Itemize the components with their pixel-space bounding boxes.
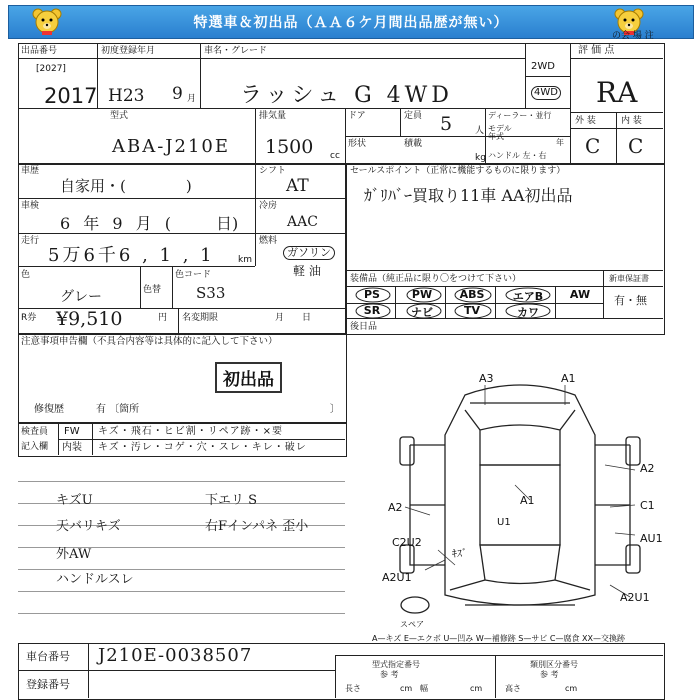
month-value: 9 — [172, 84, 183, 104]
mark-u1: U1 — [497, 517, 511, 528]
remark-4: ハンドルスレ — [56, 572, 134, 587]
exterior-value: C — [585, 134, 601, 158]
title-banner — [8, 5, 694, 39]
load-unit: kg — [475, 153, 486, 163]
remark-5: 下エリ S — [205, 493, 258, 508]
handle-label: ハンドル 左・右 — [488, 151, 547, 160]
repair-close: 〕 — [330, 404, 340, 415]
cm-label-1: cm — [400, 684, 413, 693]
model-label: モデル — [488, 124, 512, 133]
mark-a2-left: A2 — [388, 501, 403, 514]
mileage-label: 走行 — [21, 236, 40, 246]
repair-value: 有 〔箇所 — [96, 404, 140, 415]
ac-label: 冷房 — [259, 201, 278, 211]
ref-label-2: 参 考 — [540, 670, 559, 679]
shape-label: 形状 — [348, 139, 367, 149]
spare-label: スペア — [400, 620, 424, 629]
year-era: H23 — [108, 86, 145, 106]
name-label: 車名・グレード — [204, 46, 268, 56]
height-label: 高さ — [505, 684, 521, 693]
handle-year: 年 — [556, 138, 564, 147]
interior-label: 内 装 — [621, 116, 642, 126]
mark-a1-mid: A1 — [520, 494, 535, 507]
length-label: 長さ — [345, 684, 361, 693]
aftermarket-label: 後日品 — [350, 322, 378, 332]
model-box-label: 型式指定番号 — [372, 660, 420, 669]
capacity-unit: 人 — [475, 126, 485, 136]
model-year-label: 年式 — [488, 132, 504, 141]
history-value: 自家用・( ) — [60, 177, 192, 195]
mark-a2u1-right: A2U1 — [620, 591, 650, 604]
equip-navi: ナビ — [411, 306, 433, 319]
banner-title: 特選車＆初出品（ＡＡ６ケ月間出品歴が無い） — [193, 15, 509, 31]
category-label: 類別区分番号 — [530, 660, 578, 669]
cm-label-3: cm — [565, 684, 578, 693]
year-western: 2017 — [44, 84, 98, 108]
mark-a1-top: A1 — [561, 372, 576, 385]
type-value: ABA-J210E — [112, 136, 231, 157]
equip-pw: PW — [411, 288, 433, 301]
drive-4wd: 4WD — [531, 86, 561, 100]
repair-label: 修復歴 — [34, 404, 64, 415]
ref-label-1: 参 考 — [380, 670, 399, 679]
shift-label: シフト — [259, 166, 287, 176]
equip-aw: AW — [569, 288, 591, 301]
inspector-interior: 内装 — [62, 442, 82, 453]
color-value: グレー — [60, 289, 102, 305]
equip-tv: TV — [463, 304, 481, 317]
sales-text: ｶﾞﾘﾊﾞｰ買取り11車 AA初出品 — [364, 186, 573, 205]
color-code-value: S33 — [196, 284, 226, 302]
dealer-label: ディーラー・並行 — [488, 111, 552, 120]
disp-value: 1500 — [265, 136, 314, 158]
equip-airbag: エアB — [512, 290, 544, 303]
cm-label-2: cm — [470, 684, 483, 693]
interior-value: C — [628, 134, 644, 158]
color-label: 色 — [21, 270, 31, 280]
mark-a2u1-left: A2U1 — [382, 571, 412, 584]
rename-label: 名変期限 — [182, 313, 219, 323]
remark-6: 右Fインパネ 歪小 — [205, 519, 309, 534]
lot-number: [2027] — [36, 64, 66, 74]
remark-1: キズU — [56, 493, 93, 508]
inspection-label: 車検 — [21, 201, 40, 211]
vehicle-name: ラッシュ G 4WD — [240, 83, 453, 108]
notes-label: 注意事項申告欄（不具合内容等は具体的に記入して下さい） — [21, 336, 278, 347]
mileage-unit: km — [238, 255, 252, 265]
sales-label: セールスポイント（正常に機能するものに限ります） — [350, 166, 566, 176]
year-label: 初度登録年月 — [101, 46, 156, 56]
color-code-label: 色コード — [175, 270, 212, 280]
fuel-diesel: 軽 油 — [293, 264, 321, 278]
damage-legend: A—キズ E—エクボ U—凹み W—補修跡 S—サビ C—腐食 XX—交換跡 — [372, 634, 626, 643]
width-label: 幅 — [420, 684, 428, 693]
mark-au1: AU1 — [640, 532, 663, 545]
disp-label: 排気量 — [259, 111, 287, 121]
recycle-unit: 円 — [158, 313, 168, 323]
equip-abs: ABS — [459, 288, 485, 301]
mark-a3: A3 — [479, 372, 494, 385]
mark-c2u2: C2U2 — [392, 536, 422, 549]
mark-scratch: ｷｽﾞ — [452, 549, 467, 560]
color-tone-label: 色替 — [143, 285, 162, 295]
rename-unit: 月 日 — [275, 313, 312, 323]
equip-leather: カワ — [517, 306, 539, 319]
remark-2: 天バリキズ — [56, 519, 121, 534]
mileage-value: 5万6千6 , 1 , 1 — [48, 245, 215, 266]
history-label: 車歴 — [21, 166, 40, 176]
shift-value: AT — [286, 176, 309, 196]
mark-c1: C1 — [640, 499, 655, 512]
type-label: 型式 — [110, 111, 129, 121]
chassis-label: 車台番号 — [26, 650, 70, 663]
reg-label: 登録番号 — [26, 678, 70, 691]
chassis-value: J210E-0038507 — [98, 645, 253, 666]
venue-label: の会 場 注 — [612, 31, 654, 41]
door-label: ドア — [348, 111, 366, 121]
new-car-label: 新車保証書 — [609, 274, 649, 283]
mark-a2-right: A2 — [640, 462, 655, 475]
fuel-label: 燃料 — [259, 236, 278, 246]
inspector-label-2: 記入欄 — [21, 442, 49, 452]
disp-unit: cc — [330, 151, 340, 161]
inspector-fw: FW — [64, 426, 80, 437]
new-car-value: 有・無 — [614, 294, 647, 307]
drive-2wd: 2WD — [531, 61, 555, 72]
remark-3: 外AW — [56, 547, 92, 562]
month-unit: 月 — [187, 94, 197, 104]
capacity-value: 5 — [440, 113, 453, 135]
inspector-row1: キズ・飛石・ヒビ割・リペア跡・×要 — [98, 426, 283, 437]
ac-value: AAC — [287, 214, 318, 230]
equip-ps: PS — [364, 288, 380, 301]
exterior-label: 外 装 — [575, 116, 596, 126]
recycle-label: R券 — [21, 313, 37, 323]
equipment-label: 装備品（純正品に限り〇をつけて下さい） — [350, 274, 522, 284]
first-listing-stamp: 初出品 — [215, 362, 282, 393]
lot-label: 出品番号 — [21, 46, 58, 56]
fuel-gas: ガソリン — [283, 246, 335, 260]
inspector-row2: キズ・汚レ・コゲ・穴・スレ・キレ・破レ — [98, 442, 307, 453]
recycle-value: ¥9,510 — [56, 308, 123, 330]
inspector-label-1: 検査員 — [21, 427, 49, 437]
remarks-area — [18, 457, 345, 627]
inspection-value: 6 年 9 月 ( 日) — [60, 214, 239, 233]
equip-sr: SR — [363, 304, 381, 317]
load-label: 積載 — [404, 139, 423, 149]
eval-label: 評 価 点 — [578, 45, 615, 56]
eval-score: RA — [596, 76, 638, 109]
capacity-label: 定員 — [404, 111, 423, 121]
